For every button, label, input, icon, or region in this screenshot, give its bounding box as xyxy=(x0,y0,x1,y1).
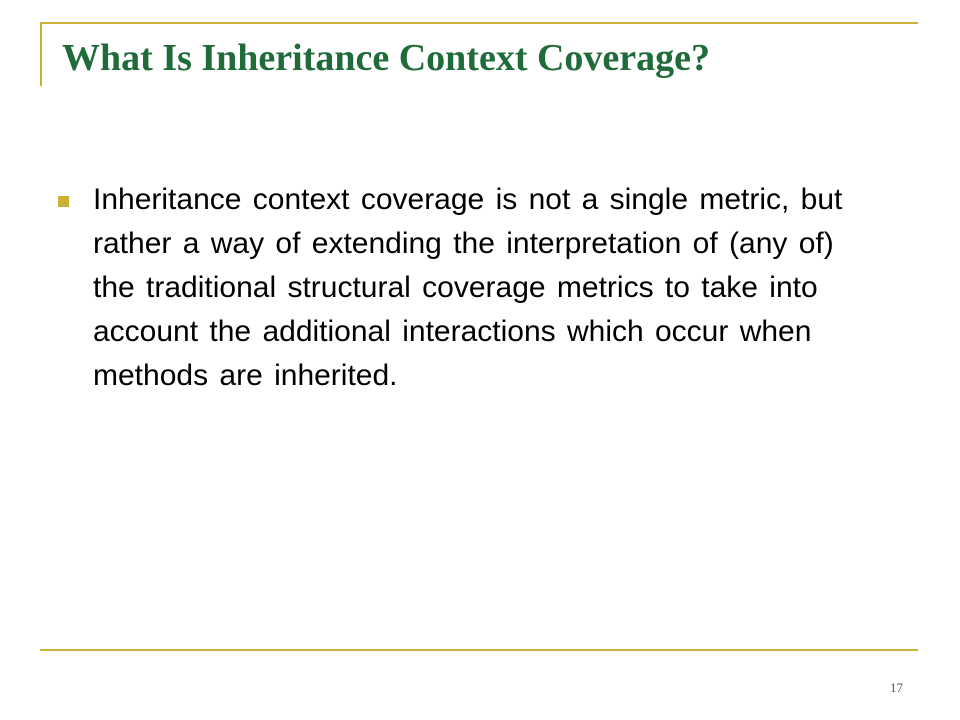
slide-content xyxy=(58,178,858,398)
square-bullet-icon xyxy=(58,196,69,207)
bottom-divider xyxy=(40,649,918,651)
top-divider xyxy=(40,22,918,24)
page-number: 17 xyxy=(890,680,903,695)
bullet-item xyxy=(58,178,858,398)
left-divider xyxy=(40,22,42,86)
bullet-text: Inheritance context coverage is not a single metric, but rather a way of extending the interpretation of (any of) the traditional structural coverage metrics to take into account the additional interactions which occur when methods are inherited. xyxy=(93,183,843,392)
slide-title: What Is Inheritance Context Coverage? xyxy=(62,37,711,79)
